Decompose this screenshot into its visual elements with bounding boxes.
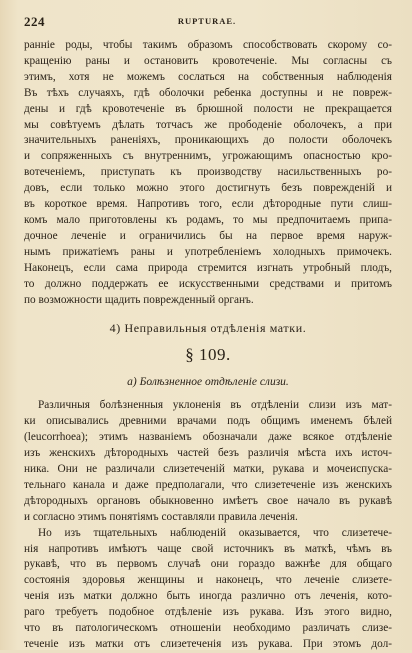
text-line: этимъ, хотя не можемъ сослаться на собственныя наблюденія xyxy=(24,70,392,83)
text-line: комъ мало приготовлены къ родамъ, то мы предпочитаемъ припа- xyxy=(24,213,392,226)
running-title: RUPTURAE. xyxy=(177,16,237,26)
text-line: ки описывались древними врачами подъ общимъ именемъ бѣлей xyxy=(24,415,392,428)
text-line: и сопряженныхъ съ внутреннимъ, угрожающимъ опасностью кро- xyxy=(24,150,392,163)
text-line: то должно поддержать ее искусственными средствами и притомъ xyxy=(24,277,392,290)
section-heading: 4) Неправильныя отдѣленія матки. xyxy=(109,321,307,336)
text-line: дены и гдѣ кровотеченіе въ брюшной полости не прекращается xyxy=(24,102,392,115)
text-line: кращенію раны и остановить кровотеченіе. Мы согласны съ xyxy=(24,54,392,67)
text-line: дѣтородныхъ органовъ обыкновенно имѣетъ свое начало въ рукавѣ xyxy=(24,494,392,507)
text-line: Наконецъ, если сама природа стремится изгнать утробный плодъ, xyxy=(24,261,392,274)
paragraph-number: § 109. xyxy=(185,345,231,365)
paragraph xyxy=(24,526,392,653)
text-line: значительныхъ раненіяхъ, проникающихъ до полости оболочекъ xyxy=(24,134,392,147)
subsection-heading: а) Болѣзненное отдѣленіе слизи. xyxy=(127,376,289,389)
text-line: Но изъ тщательныхъ наблюденій оказывается, что слизетече- xyxy=(38,526,392,539)
text-line: рукавѣ, что въ первомъ случаѣ они гораздо важнѣе для общаго xyxy=(24,558,392,571)
text-line: довъ, если только можно этого достигнуть безъ поврежденій и xyxy=(24,182,392,195)
text-line: нія напротивъ имѣютъ чаще свой источникъ въ маткѣ, чѣмъ въ xyxy=(24,542,392,555)
page-body xyxy=(24,38,392,653)
text-line: ченія изъ матки должно быть иногда различно отъ леченія, кото- xyxy=(24,590,392,603)
text-line: состоянія здоровья женщины и наконецъ, что леченіе слизете- xyxy=(24,574,392,587)
paragraph xyxy=(24,398,392,525)
text-line: Различныя болѣзненныя уклоненія въ отдѣленіи слизи изъ мат- xyxy=(38,399,392,412)
text-line: раго требуетъ подобное отдѣленіе изъ рукава. Изъ этого видно, xyxy=(24,606,392,619)
text-line: изъ женскихъ дѣтородныхъ частей безъ различія мѣста ихъ источ- xyxy=(24,447,392,460)
page-number: 224 xyxy=(24,14,45,29)
text-line: (leucorrhoea); этимъ названіемъ обозначали даже всякое отдѣленіе xyxy=(24,431,392,444)
text-line: тельнаго канала и даже предполагали, что слизетеченіе изъ женскихъ xyxy=(24,478,392,491)
text-line: мы совѣтуемъ дѣлать тотчасъ же прободеніе оболочекъ, а при xyxy=(24,118,392,131)
text-line: въ короткое время. Напротивъ того, если дѣтородные пути слиш- xyxy=(24,198,392,211)
text-line: по возможности щадить поврежденный органъ. xyxy=(24,293,254,306)
text-line: вотеченіемъ, приступать къ производству насильственныхъ ро- xyxy=(24,166,392,179)
text-line: нымъ прижатіемъ раны и употребленіемъ холодныхъ примочекъ. xyxy=(24,245,392,258)
page-header xyxy=(24,14,390,30)
text-line: ранніе роды, чтобы такимъ образомъ способствовать скорому со- xyxy=(24,39,392,51)
text-line: ника. Они не различали слизетеченій матки, рукава и мочеиспуска- xyxy=(24,463,392,476)
text-line: и согласно этимъ понятіямъ составляли правила леченія. xyxy=(24,510,298,523)
text-line: что въ патологическомъ отношеніи необходимо различать слизе- xyxy=(24,622,392,635)
paragraph-continued xyxy=(24,38,392,308)
text-line: теченіе изъ матки отъ слизетеченія изъ рукава. При этомъ дол- xyxy=(24,638,392,650)
text-line: Въ тѣхъ случаяхъ, гдѣ оболочки ребенка доступны и не повреж- xyxy=(24,86,392,99)
text-line: дочное леченіе и ограничились бы на первое время наруж- xyxy=(24,229,392,242)
